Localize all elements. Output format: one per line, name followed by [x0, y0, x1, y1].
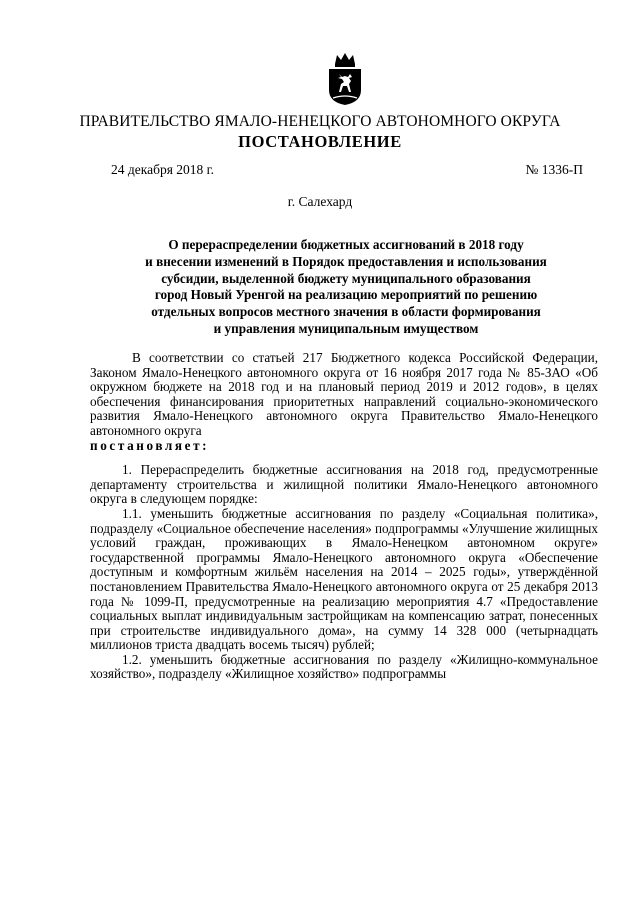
document-date: 24 декабря 2018 г. [111, 162, 215, 177]
preamble-text: В соответствии со статьей 217 Бюджетного кодекса Российской Федерации, Законом Ямало-Ненецкого автономного округа от 16 ноября 2017 года № 85-ЗАО «Об окружном бюджете на 2018 год и на плановый период 2019 и 2012 годов», в целях обеспечения финансирования приоритетных направлений социально-экономического развития Ямало-Ненецкого автономного округа Правительство Ямало-Ненецкого автономного округа [90, 350, 598, 438]
preamble-paragraph [90, 351, 598, 453]
document-type: ПОСТАНОВЛЕНИЕ [238, 132, 402, 151]
subject-line: О перераспределении бюджетных ассигнований в 2018 году [168, 237, 524, 252]
government-title: ПРАВИТЕЛЬСТВО ЯМАЛО-НЕНЕЦКОГО АВТОНОМНОГО ОКРУГА [79, 113, 561, 130]
coat-of-arms-icon [327, 52, 363, 106]
decides-word: постановляет: [90, 437, 210, 453]
document-body [90, 351, 598, 682]
document-number: № 1336-П [525, 162, 583, 177]
paragraph-1-1: 1.1. уменьшить бюджетные ассигнования по разделу «Социальная политика», подразделу «Социальное обеспечение населения» подпрограммы «Улучшение жилищных условий граждан, проживающих в Ямало-Ненецком автономном округе» государственной программы Ямало-Ненецкого автономного округа «Обеспечение доступным и комфортным жильём населения на 2014 – 2025 годы», утверждённой постановлением Правительства Ямало-Ненецкого автономного округа от 25 декабря 2013 года № 1099-П, предусмотренные на реализацию мероприятия 4.7 «Предоставление социальных выплат индивидуальным застройщикам на компенсацию затрат, понесенных при строительстве индивидуального дома», на сумму 14 328 000 (четырнадцать миллионов триста двадцать восемь тысяч) рублей; [90, 505, 598, 653]
subject-line: и внесении изменений в Порядок предоставления и использования [145, 253, 547, 269]
document-city: г. Салехард [287, 194, 353, 209]
paragraph-1-2: 1.2. уменьшить бюджетные ассигнования по разделу «Жилищно-коммунальное хозяйство», подразделу «Жилищное хозяйство» подпрограммы [90, 651, 598, 682]
subject-line: субсидии, выделенной бюджету муниципального образования [161, 270, 531, 286]
subject-line: отдельных вопросов местного значения в области формирования [151, 304, 541, 320]
paragraph-1: 1. Перераспределить бюджетные ассигнования на 2018 год, предусмотренные департаменту строительства и жилищной политики Ямало-Ненецкого автономного округа в следующем порядке: [90, 462, 598, 507]
document-subject [96, 237, 596, 338]
subject-line: город Новый Уренгой на реализацию мероприятий по решению [154, 287, 538, 303]
subject-line: и управления муниципальным имуществом [213, 320, 479, 336]
